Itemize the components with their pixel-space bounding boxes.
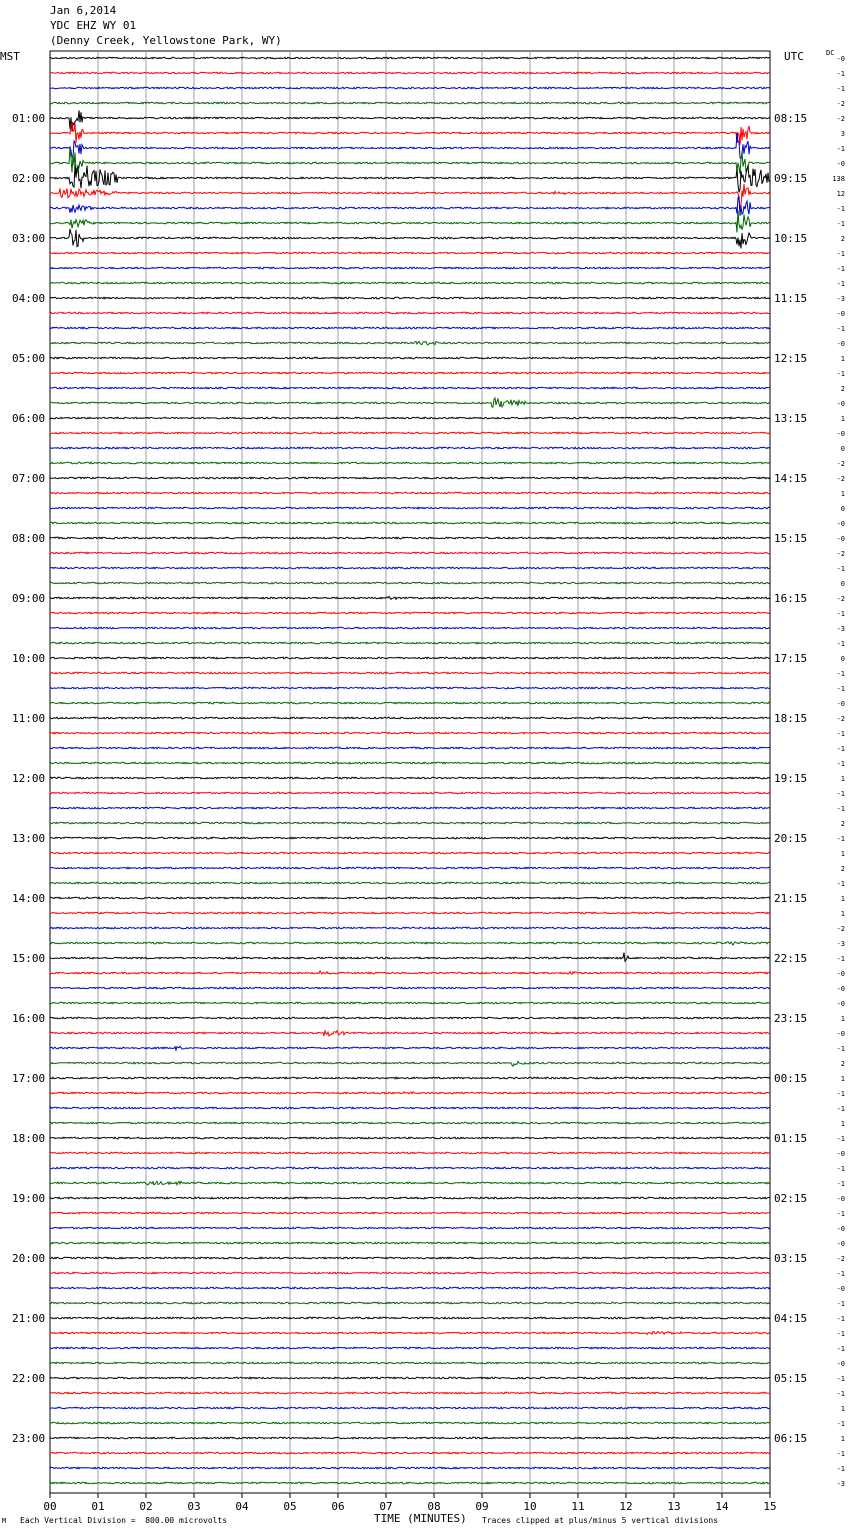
seismic-trace [50, 612, 770, 614]
dc-offset-label: 1 [840, 910, 845, 918]
seismic-trace [50, 1152, 770, 1154]
dc-offset-label: -1 [836, 760, 845, 768]
x-tick-label: 03 [187, 1500, 201, 1513]
dc-offset-label: 2 [840, 1060, 845, 1068]
dc-offset-label: -0 [836, 1360, 845, 1368]
dc-offset-label: -2 [836, 100, 845, 108]
right-hour-label: 18:15 [774, 712, 808, 725]
seismic-trace [50, 567, 770, 569]
right-hour-label: 03:15 [774, 1252, 808, 1265]
dc-offset-label: 1 [840, 355, 845, 363]
left-hour-label: 01:00 [12, 112, 46, 125]
seismic-trace [50, 822, 770, 824]
left-hour-label: 18:00 [12, 1132, 46, 1145]
seismic-trace [50, 1362, 770, 1364]
dc-offset-label: 1 [840, 895, 845, 903]
dc-offset-label: 138 [832, 175, 845, 183]
dc-offset-label: 1 [840, 1405, 845, 1413]
x-tick-label: 10 [523, 1500, 537, 1513]
dc-offset-label: -1 [836, 1465, 845, 1473]
dc-offset-label: -1 [836, 610, 845, 618]
seismic-trace [50, 297, 770, 299]
seismic-trace [50, 123, 770, 145]
dc-offset-label: -1 [836, 220, 845, 228]
left-hour-label: 20:00 [12, 1252, 46, 1265]
dc-offset-label: -0 [836, 700, 845, 708]
dc-offset-label: -1 [836, 805, 845, 813]
dc-offset-label: -1 [836, 1300, 845, 1308]
dc-offset-label: -2 [836, 925, 845, 933]
dc-offset-label: 0 [840, 445, 845, 453]
dc-offset-label: -2 [836, 1255, 845, 1263]
dc-offset-label: -0 [836, 160, 845, 168]
dc-offset-label: -0 [836, 535, 845, 543]
left-hour-label: 05:00 [12, 352, 46, 365]
dc-offset-label: -1 [836, 1450, 845, 1458]
chart-date: Jan 6,2014 [50, 4, 117, 17]
seismic-trace [50, 1181, 770, 1185]
seismic-trace [50, 867, 770, 869]
seismic-trace [50, 477, 770, 479]
dc-offset-label: -1 [836, 70, 845, 78]
seismic-trace [50, 747, 770, 749]
dc-offset-label: -2 [836, 115, 845, 123]
seismic-trace [50, 252, 770, 254]
x-tick-label: 09 [475, 1500, 489, 1513]
seismic-trace [50, 1212, 770, 1214]
right-hour-label: 01:15 [774, 1132, 808, 1145]
right-hour-label: 15:15 [774, 532, 808, 545]
seismic-trace [50, 1107, 770, 1109]
dc-offset-label: -1 [836, 1135, 845, 1143]
right-axis-label: UTC [784, 50, 804, 63]
right-hour-label: 23:15 [774, 1012, 808, 1025]
seismic-trace [50, 1287, 770, 1289]
seismic-trace [50, 837, 770, 839]
dc-offset-label: -0 [836, 400, 845, 408]
dc-offset-label: -2 [836, 550, 845, 558]
seismic-trace [50, 1092, 770, 1094]
seismic-trace [50, 102, 770, 104]
dc-offset-label: -3 [836, 295, 845, 303]
seismic-trace [50, 927, 770, 929]
dc-offset-label: -1 [836, 835, 845, 843]
dc-offset-label: -1 [836, 280, 845, 288]
seismic-trace [50, 1227, 770, 1229]
dc-offset-label: 1 [840, 415, 845, 423]
dc-offset-label: -1 [836, 670, 845, 678]
seismic-trace [50, 1482, 770, 1484]
dc-offset-label: -1 [836, 685, 845, 693]
seismic-trace [50, 687, 770, 689]
dc-offset-label: -0 [836, 1195, 845, 1203]
corner-mark: M [2, 1517, 7, 1525]
right-hour-label: 16:15 [774, 592, 808, 605]
chart-station: YDC EHZ WY 01 [50, 19, 137, 32]
dc-offset-label: -1 [836, 85, 845, 93]
x-tick-label: 15 [763, 1500, 777, 1513]
seismic-trace [50, 492, 770, 494]
dc-offset-label: -1 [836, 790, 845, 798]
dc-offset-label: 1 [840, 490, 845, 498]
dc-offset-label: -1 [836, 1165, 845, 1173]
right-hour-label: 08:15 [774, 112, 808, 125]
left-hour-label: 06:00 [12, 412, 46, 425]
seismic-trace [50, 596, 770, 599]
left-hour-label: 08:00 [12, 532, 46, 545]
dc-offset-label: -3 [836, 625, 845, 633]
seismic-trace [50, 210, 770, 232]
seismic-trace [50, 372, 770, 374]
dc-offset-label: -2 [836, 715, 845, 723]
x-tick-label: 00 [43, 1500, 57, 1513]
dc-offset-label: -1 [836, 370, 845, 378]
dc-offset-label: -0 [836, 430, 845, 438]
dc-offset-label: 0 [840, 505, 845, 513]
seismic-trace [50, 987, 770, 989]
right-hour-label: 09:15 [774, 172, 808, 185]
seismic-trace [50, 1031, 770, 1036]
seismic-trace [50, 282, 770, 284]
seismic-trace [50, 552, 770, 554]
dc-offset-label: -0 [836, 1240, 845, 1248]
dc-offset-label: 1 [840, 775, 845, 783]
dc-offset-label: -1 [836, 265, 845, 273]
seismic-trace [50, 387, 770, 389]
left-hour-label: 23:00 [12, 1432, 46, 1445]
dc-offset-label: -1 [836, 955, 845, 963]
seismic-trace [50, 1422, 770, 1424]
left-hour-label: 13:00 [12, 832, 46, 845]
right-hour-label: 04:15 [774, 1312, 808, 1325]
right-hour-label: 14:15 [774, 472, 808, 485]
left-hour-label: 15:00 [12, 952, 46, 965]
seismic-trace [50, 341, 770, 345]
dc-offset-label: -1 [836, 250, 845, 258]
left-hour-label: 19:00 [12, 1192, 46, 1205]
seismic-trace [50, 792, 770, 794]
dc-offset-label: -1 [836, 1180, 845, 1188]
dc-offset-label: -3 [836, 940, 845, 948]
seismic-trace [50, 197, 770, 216]
left-hour-label: 14:00 [12, 892, 46, 905]
seismic-trace [50, 627, 770, 629]
dc-offset-label: 1 [840, 1120, 845, 1128]
seismic-trace [50, 1392, 770, 1394]
dc-offset-label: -0 [836, 55, 845, 63]
right-hour-label: 00:15 [774, 1072, 808, 1085]
seismic-trace [50, 1437, 770, 1439]
right-hour-label: 05:15 [774, 1372, 808, 1385]
seismic-trace [50, 184, 770, 207]
seismic-trace [50, 507, 770, 509]
dc-offset-label: -1 [836, 730, 845, 738]
left-axis-label: MST [0, 50, 20, 63]
seismic-trace [50, 229, 770, 249]
x-axis-title: TIME (MINUTES) [374, 1512, 467, 1525]
x-tick-label: 01 [91, 1500, 105, 1513]
right-hour-label: 17:15 [774, 652, 808, 665]
right-hour-label: 06:15 [774, 1432, 808, 1445]
seismic-trace [50, 1077, 770, 1079]
left-hour-label: 11:00 [12, 712, 46, 725]
dc-offset-label: -1 [836, 1315, 845, 1323]
right-hour-label: 12:15 [774, 352, 808, 365]
seismic-trace [50, 971, 770, 974]
dc-offset-label: -1 [836, 880, 845, 888]
right-hour-label: 21:15 [774, 892, 808, 905]
dc-offset-label: 0 [840, 580, 845, 588]
dc-offset-label: -0 [836, 1000, 845, 1008]
dc-offset-label: -2 [836, 460, 845, 468]
dc-offset-label: -1 [836, 1045, 845, 1053]
right-hour-label: 02:15 [774, 1192, 808, 1205]
dc-offset-label: 1 [840, 1435, 845, 1443]
seismic-trace [50, 110, 770, 131]
seismic-trace [50, 267, 770, 269]
x-tick-label: 07 [379, 1500, 393, 1513]
right-hour-label: 22:15 [774, 952, 808, 965]
dc-offset-label: -1 [836, 145, 845, 153]
dc-offset-label: -0 [836, 1150, 845, 1158]
seismic-trace [50, 57, 770, 59]
dc-offset-label: -0 [836, 1225, 845, 1233]
seismic-trace [50, 165, 770, 192]
clip-note: Traces clipped at plus/minus 5 vertical divisions [482, 1516, 719, 1525]
x-tick-label: 14 [715, 1500, 729, 1513]
seismic-trace [50, 72, 770, 74]
left-hour-label: 10:00 [12, 652, 46, 665]
seismic-trace [50, 1197, 770, 1199]
x-tick-label: 13 [667, 1500, 681, 1513]
seismic-trace [50, 657, 770, 659]
seismic-trace [50, 1061, 770, 1066]
seismic-trace [50, 852, 770, 854]
seismic-trace [50, 897, 770, 899]
dc-label: DC [826, 49, 835, 57]
right-hour-label: 10:15 [774, 232, 808, 245]
seismic-trace [50, 462, 770, 464]
right-hour-label: 19:15 [774, 772, 808, 785]
left-hour-label: 09:00 [12, 592, 46, 605]
dc-offset-label: -1 [836, 1210, 845, 1218]
dc-offset-label: -0 [836, 340, 845, 348]
seismic-trace [50, 953, 770, 962]
right-hour-label: 11:15 [774, 292, 808, 305]
seismic-trace [50, 882, 770, 884]
dc-offset-label: -1 [836, 205, 845, 213]
seismic-trace [50, 672, 770, 674]
seismic-trace [50, 642, 770, 644]
seismic-trace [50, 1017, 770, 1019]
dc-offset-label: -1 [836, 1345, 845, 1353]
seismic-trace [50, 1377, 770, 1379]
dc-offset-label: -2 [836, 595, 845, 603]
seismic-trace [50, 1317, 770, 1319]
dc-offset-label: -0 [836, 1285, 845, 1293]
right-hour-label: 13:15 [774, 412, 808, 425]
seismic-trace [50, 807, 770, 809]
dc-offset-label: 12 [836, 190, 845, 198]
dc-offset-label: 2 [840, 385, 845, 393]
dc-offset-label: -2 [836, 475, 845, 483]
dc-offset-label: -3 [836, 1480, 845, 1488]
seismic-trace [50, 582, 770, 584]
dc-offset-label: 1 [840, 850, 845, 858]
x-tick-label: 12 [619, 1500, 633, 1513]
scale-note: Each Vertical Division = 800.00 microvolts [20, 1516, 228, 1525]
x-tick-label: 02 [139, 1500, 153, 1513]
left-hour-label: 17:00 [12, 1072, 46, 1085]
left-hour-label: 21:00 [12, 1312, 46, 1325]
dc-offset-label: 2 [840, 865, 845, 873]
left-hour-label: 12:00 [12, 772, 46, 785]
x-tick-label: 08 [427, 1500, 441, 1513]
dc-offset-label: -1 [836, 1090, 845, 1098]
seismic-trace [50, 398, 770, 407]
dc-offset-label: -1 [836, 1390, 845, 1398]
dc-offset-label: 2 [840, 820, 845, 828]
seismic-trace [50, 912, 770, 914]
dc-offset-label: 2 [840, 235, 845, 243]
left-hour-label: 16:00 [12, 1012, 46, 1025]
seismic-trace [50, 1467, 770, 1469]
dc-offset-label: 1 [840, 1075, 845, 1083]
seismic-trace [50, 1257, 770, 1259]
seismic-trace [50, 87, 770, 89]
seismic-trace [50, 762, 770, 764]
seismic-trace [50, 1302, 770, 1304]
seismic-trace [50, 147, 770, 174]
seismic-trace [50, 327, 770, 329]
seismic-trace [50, 1137, 770, 1139]
dc-offset-label: -0 [836, 520, 845, 528]
seismic-trace [50, 732, 770, 734]
dc-offset-label: -1 [836, 1270, 845, 1278]
chart-location: (Denny Creek, Yellowstone Park, WY) [50, 34, 282, 47]
dc-offset-label: -0 [836, 985, 845, 993]
seismic-trace [50, 1407, 770, 1409]
left-hour-label: 22:00 [12, 1372, 46, 1385]
seismic-trace [50, 717, 770, 719]
left-hour-label: 03:00 [12, 232, 46, 245]
dc-offset-label: -1 [836, 745, 845, 753]
dc-offset-label: -1 [836, 325, 845, 333]
dc-offset-label: 3 [840, 130, 845, 138]
dc-offset-label: -1 [836, 565, 845, 573]
right-hour-label: 20:15 [774, 832, 808, 845]
seismic-trace [50, 702, 770, 704]
x-tick-label: 06 [331, 1500, 345, 1513]
x-tick-label: 04 [235, 1500, 249, 1513]
seismic-trace [50, 1452, 770, 1454]
left-hour-label: 04:00 [12, 292, 46, 305]
seismic-trace [50, 1272, 770, 1274]
seismic-trace [50, 447, 770, 449]
seismic-trace [50, 1242, 770, 1244]
dc-offset-label: -0 [836, 310, 845, 318]
dc-offset-label: -1 [836, 640, 845, 648]
dc-offset-label: -1 [836, 1375, 845, 1383]
left-hour-label: 02:00 [12, 172, 46, 185]
seismic-trace [50, 1347, 770, 1349]
dc-offset-label: -1 [836, 1105, 845, 1113]
dc-offset-label: -0 [836, 1030, 845, 1038]
seismic-trace [50, 942, 770, 945]
seismic-trace [50, 432, 770, 434]
seismic-trace [50, 1331, 770, 1334]
seismic-trace [50, 1046, 770, 1050]
dc-offset-label: -0 [836, 970, 845, 978]
dc-offset-label: -1 [836, 1420, 845, 1428]
seismic-trace [50, 1167, 770, 1169]
seismic-trace [50, 1122, 770, 1124]
seismic-trace [50, 357, 770, 359]
left-hour-label: 07:00 [12, 472, 46, 485]
x-tick-label: 05 [283, 1500, 297, 1513]
seismic-trace [50, 417, 770, 419]
seismic-trace [50, 312, 770, 314]
seismic-trace [50, 133, 770, 159]
seismic-trace [50, 1002, 770, 1004]
seismic-trace [50, 537, 770, 539]
seismic-trace [50, 777, 770, 779]
dc-offset-label: -1 [836, 1330, 845, 1338]
seismic-trace [50, 522, 770, 524]
x-tick-label: 11 [571, 1500, 585, 1513]
dc-offset-label: 0 [840, 655, 845, 663]
dc-offset-label: 1 [840, 1015, 845, 1023]
